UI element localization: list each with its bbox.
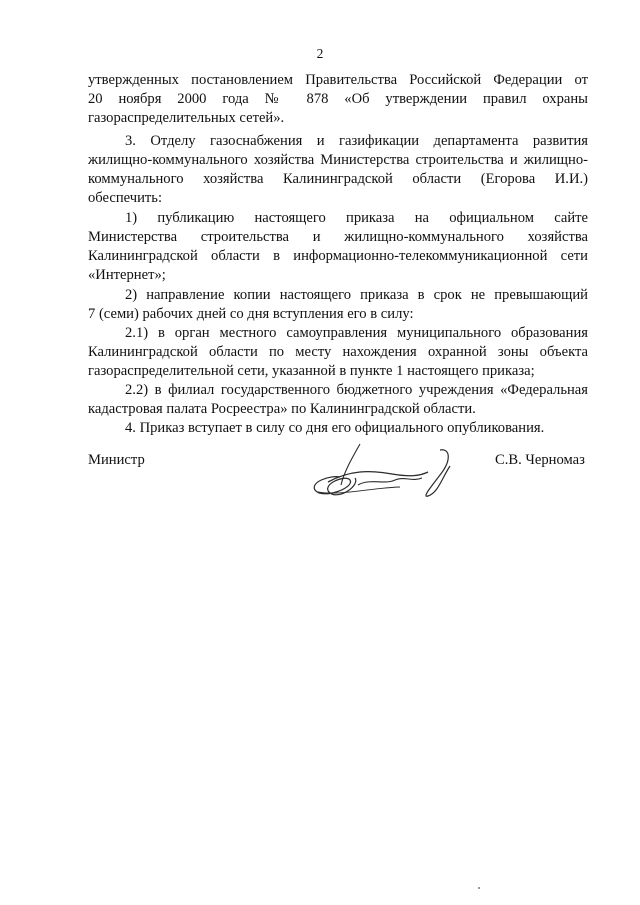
text-line: 2.2) в филиал государственного бюджетного учреждения «Федеральная — [125, 382, 588, 398]
text-line: утвержденных постановлением Правительства Российской Федерации от — [88, 72, 588, 88]
text-line: коммунального хозяйства Калининградской области (Егорова И.И.) — [88, 171, 588, 187]
scan-speck — [478, 887, 480, 889]
text-line: 4. Приказ вступает в силу со дня его официального опубликования. — [125, 420, 545, 436]
text-line: кадастровая палата Росреестра» по Калининградской области. — [88, 401, 476, 417]
text-line: обеспечить: — [88, 190, 163, 206]
text-line: 20 ноября 2000 года № 878 «Об утверждении правил охраны — [88, 91, 588, 107]
signatory-name: С.В. Черномаз — [495, 452, 585, 468]
signature-block — [0, 430, 640, 510]
text-line: Калининградской области по месту нахождения охранной зоны объекта — [88, 344, 588, 360]
text-line: 1) публикацию настоящего приказа на официальном сайте — [125, 210, 588, 226]
text-line: 7 (семи) рабочих дней со дня вступления его в силу: — [88, 306, 414, 322]
text-line: «Интернет»; — [88, 267, 166, 283]
handwritten-signature — [300, 430, 480, 510]
text-line: жилищно-коммунального хозяйства Министерства строительства и жилищно- — [88, 152, 588, 168]
signatory-title: Министр — [88, 452, 145, 468]
text-line: газораспределительной сети, указанной в пункте 1 настоящего приказа; — [88, 363, 535, 379]
text-line: газораспределительных сетей». — [88, 110, 285, 126]
page-number: 2 — [316, 46, 324, 61]
text-line: 2.1) в орган местного самоуправления муниципального образования — [125, 325, 588, 341]
text-line: 3. Отделу газоснабжения и газификации департамента развития — [125, 133, 588, 149]
text-line: Калининградской области в информационно-телекоммуникационной сети — [88, 248, 588, 264]
text-line: Министерства строительства и жилищно-коммунального хозяйства — [88, 229, 588, 245]
text-line: 2) направление копии настоящего приказа в срок не превышающий — [125, 287, 588, 303]
